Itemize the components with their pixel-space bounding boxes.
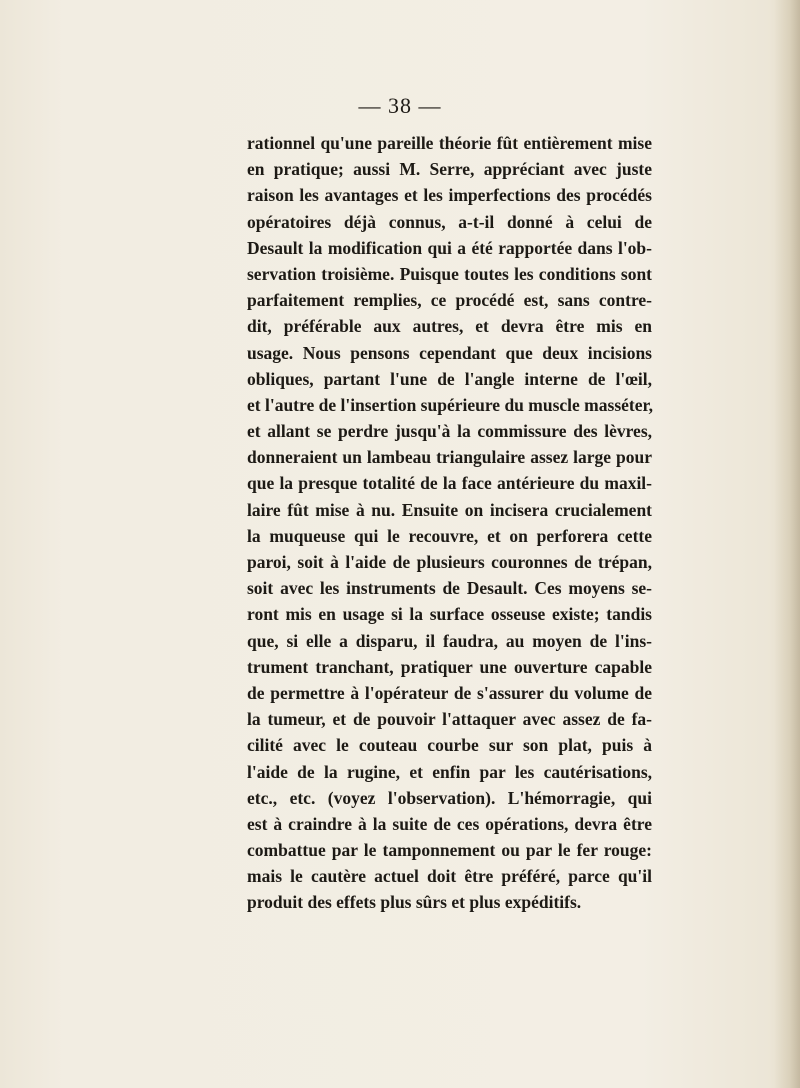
text-line: l'aide de la rugine, et enfin par les cautérisations, bbox=[247, 761, 652, 782]
text-line: produit des effets plus sûrs et plus expéditifs. bbox=[247, 892, 582, 913]
body-paragraph bbox=[247, 130, 652, 916]
text-line: soit avec les instruments de Desault. Ces moyens se- bbox=[247, 578, 652, 599]
text-line: ront mis en usage si la surface osseuse existe; tandis bbox=[247, 604, 652, 625]
text-line: paroi, soit à l'aide de plusieurs couronnes de trépan, bbox=[247, 552, 652, 572]
text-line: donneraient un lambeau triangulaire assez large pour bbox=[247, 447, 652, 468]
text-line: en pratique; aussi M. Serre, appréciant avec juste bbox=[247, 159, 652, 180]
text-line: cilité avec le couteau courbe sur son plat, puis à bbox=[247, 735, 652, 756]
text-line: rationnel qu'une pareille théorie fût entièrement mise bbox=[247, 133, 652, 153]
text-line: opératoires déjà connus, a-t-il donné à celui de bbox=[247, 211, 652, 232]
text-line: que, si elle a disparu, il faudra, au moyen de l'ins- bbox=[247, 630, 652, 651]
text-line: de permettre à l'opérateur de s'assurer du volume de bbox=[247, 682, 652, 703]
page-number: — 38 — bbox=[358, 93, 442, 118]
text-line: etc., etc. (voyez l'observation). L'hémorragie, qui bbox=[247, 787, 652, 808]
page-edge-shadow bbox=[774, 0, 800, 1088]
text-line: que la presque totalité de la face antérieure du maxil- bbox=[247, 473, 652, 494]
text-line: parfaitement remplies, ce procédé est, sans contre- bbox=[247, 290, 652, 311]
text-line: raison les avantages et les imperfections des procédés bbox=[247, 185, 652, 206]
text-line: est à craindre à la suite de ces opérations, devra être bbox=[247, 813, 652, 834]
text-line: trument tranchant, pratiquer une ouverture capable bbox=[247, 656, 652, 677]
text-line: servation troisième. Puisque toutes les conditions sont bbox=[247, 263, 652, 284]
text-line: obliques, partant l'une de l'angle interne de l'œil, bbox=[247, 368, 652, 389]
text-line: mais le cautère actuel doit être préféré, parce qu'il bbox=[247, 866, 652, 887]
text-line: la tumeur, et de pouvoir l'attaquer avec assez de fa- bbox=[247, 709, 652, 730]
text-line: dit, préférable aux autres, et devra être mis en bbox=[247, 316, 652, 337]
text-line: Desault la modification qui a été rapportée dans l'ob- bbox=[247, 237, 652, 258]
text-line: usage. Nous pensons cependant que deux incisions bbox=[247, 342, 652, 363]
text-line: combattue par le tamponnement ou par le fer rouge: bbox=[247, 840, 652, 861]
text-line: et allant se perdre jusqu'à la commissure des lèvres, bbox=[247, 421, 652, 442]
text-line: la muqueuse qui le recouvre, et on perforera cette bbox=[247, 525, 652, 546]
text-line: et l'autre de l'insertion supérieure du muscle masséter, bbox=[247, 394, 654, 415]
text-line: laire fût mise à nu. Ensuite on incisera crucialement bbox=[247, 499, 652, 520]
